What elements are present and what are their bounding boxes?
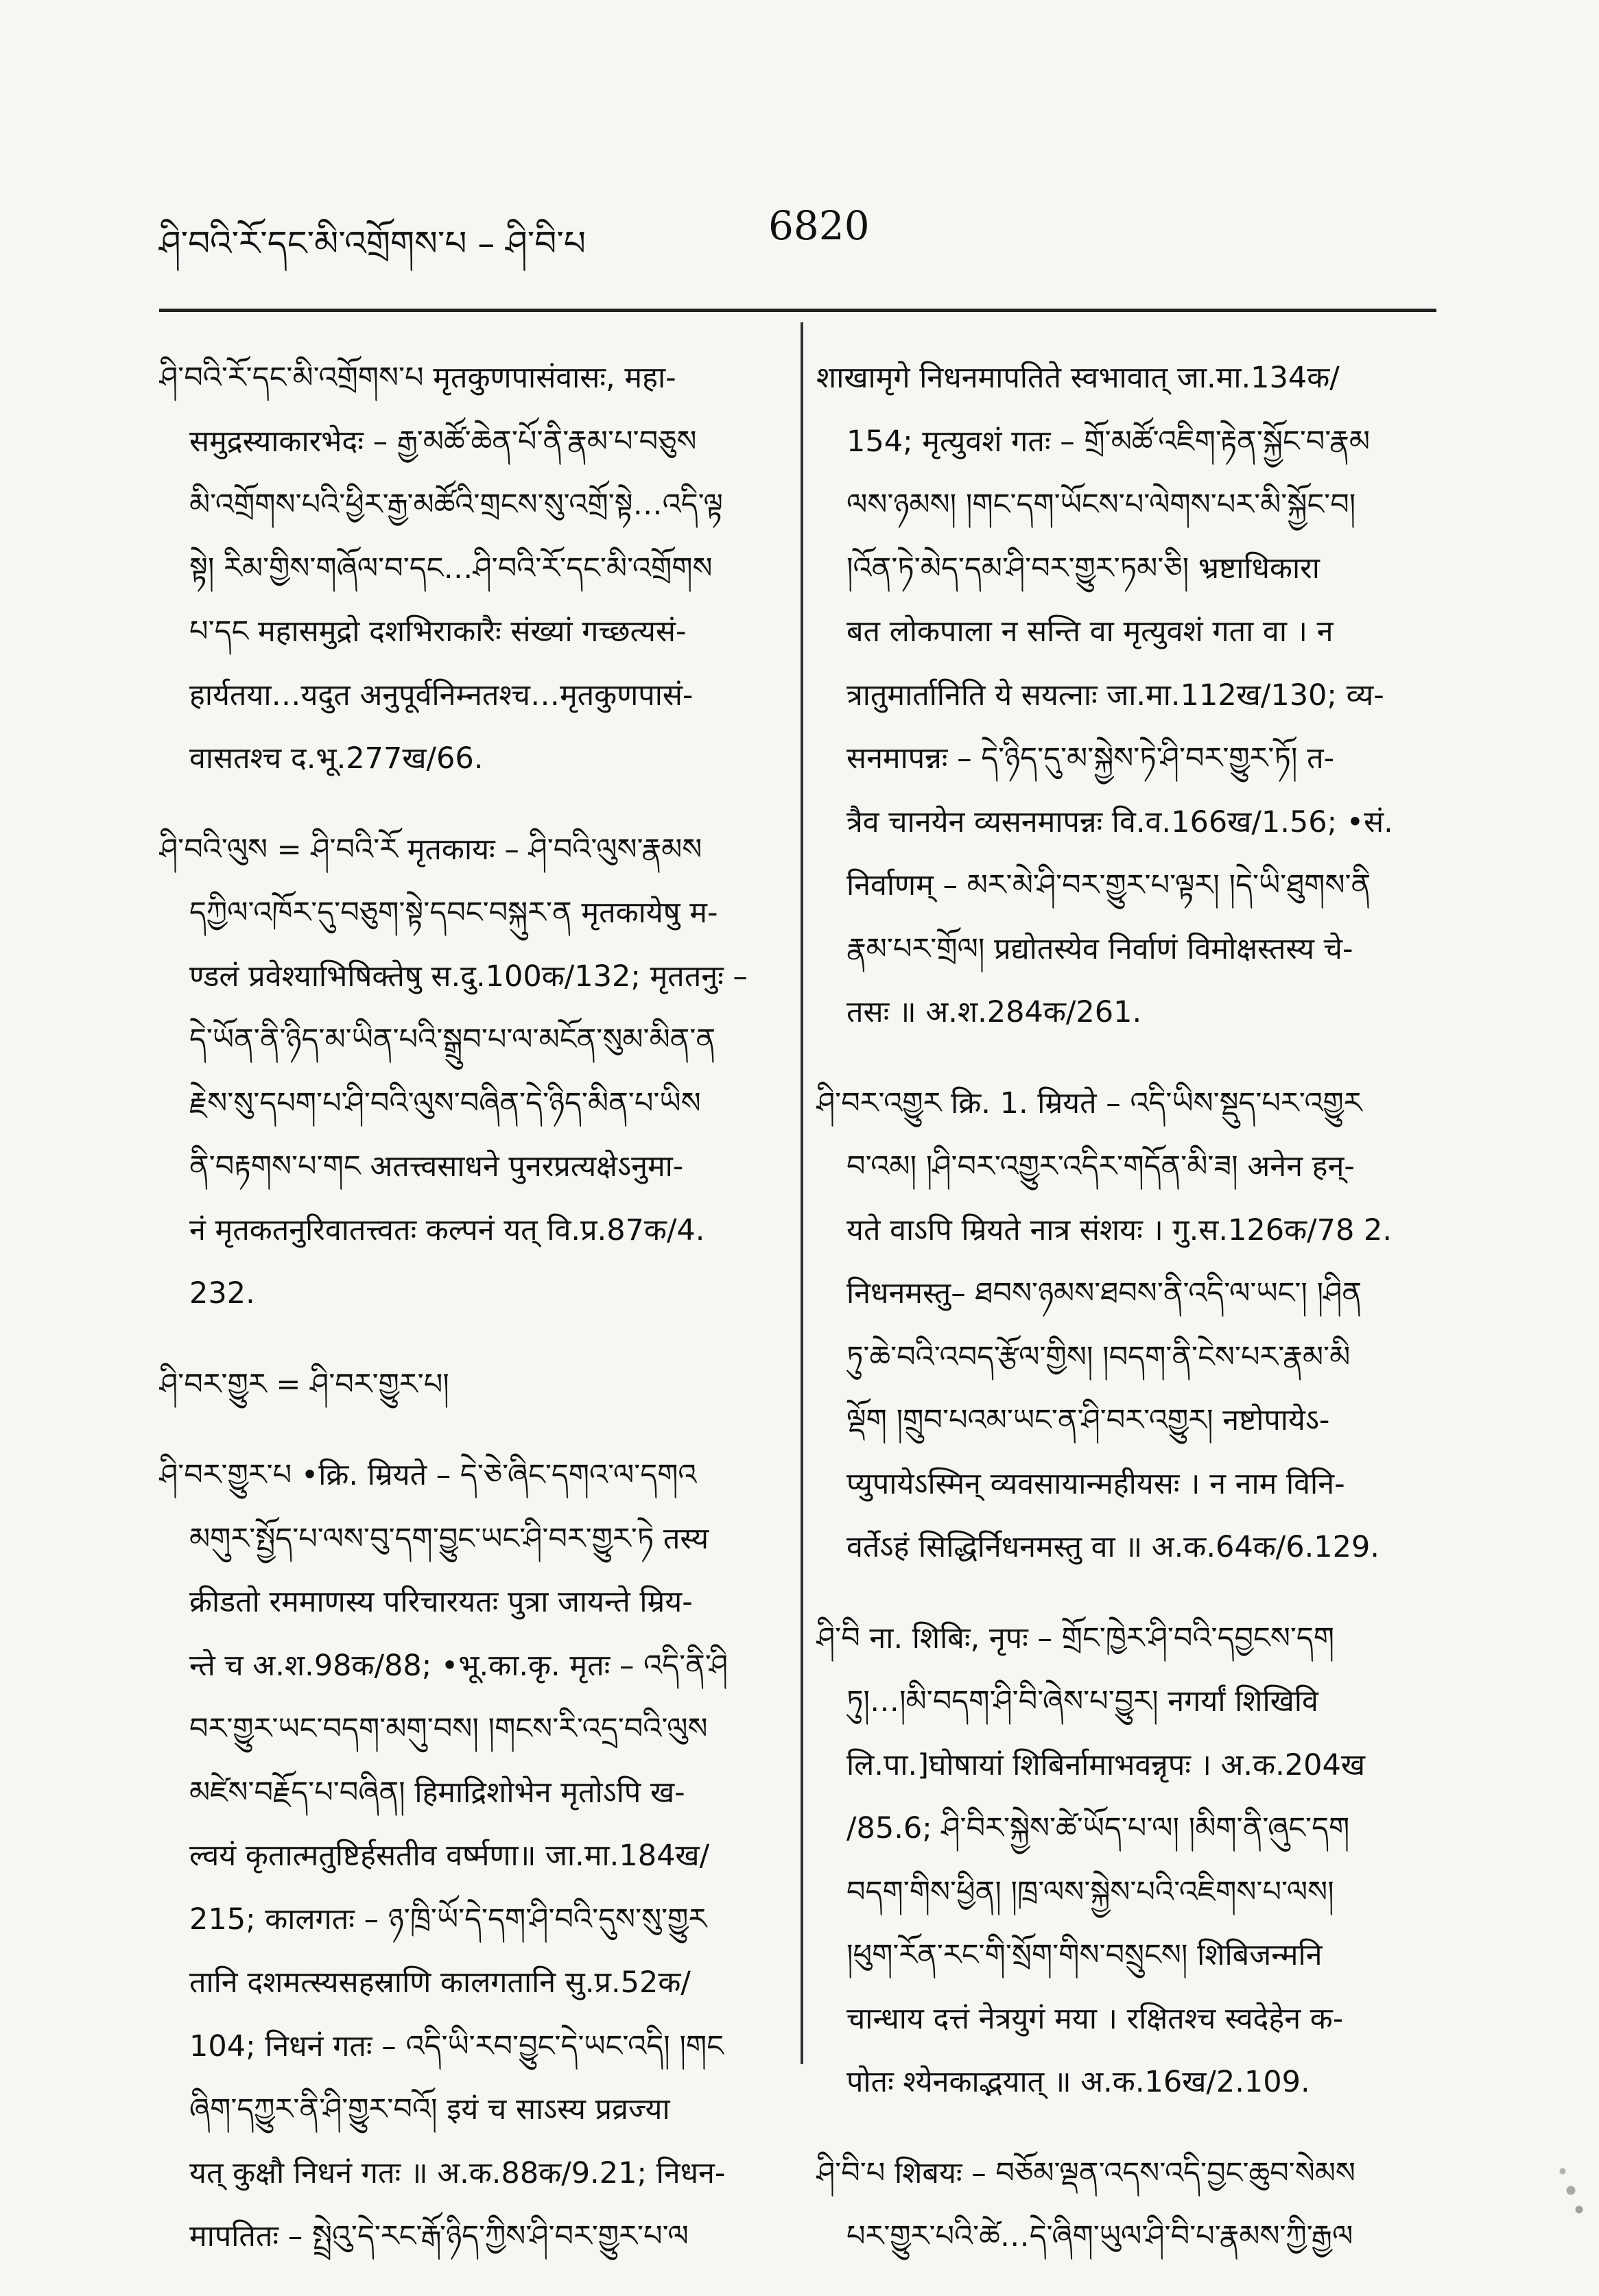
entry-line: लि.पा.]घोषायां शिबिर्नामाभवन्नृपः । अ.क.204ख [846,1747,1366,1782]
dictionary-entry [159,818,773,1326]
dictionary-entry [159,1353,773,1417]
entry-line: རྣམ་པར་གྲོལ། प्रद्योतस्येव निर्वाणं विमोक्षस्तस्य चे- [846,931,1353,966]
entry-line: སྟེ། རིམ་གྱིས་གཞོལ་བ་དང…ཤི་བའི་རོ་དང་མི་འགྲོགས [189,551,713,586]
entry-line: དཀྱིལ་འཁོར་དུ་བཅུག་སྟེ་དབང་བསྐུར་ན मृतकायेषु म- [189,896,718,930]
entry-line: मापतितः – སྤྲེའུ་དེ་རང་རྒོ་ཉིད་ཀྱིས་ཤི་བར་གྱུར་པ་ལ [189,2219,689,2253]
right-column [816,346,1434,2296]
entry-line: प्युपायेऽस्मिन् व्यवसायान्महीयसः । न नाम विनि- [846,1466,1345,1501]
entry-line: वर्तेऽहं सिद्धिर्निधनमस्तु वा ॥ अ.क.64क/6.129. [846,1530,1379,1564]
entry-line: नं मृतकतनुरिवातत्त्वतः कल्पनं यत् वि.प्र.87क/4. [189,1212,705,1247]
entry-headword-line: ཤི་བར་འགྱུར क्रि. 1. म्रियते – འདི་ཡིས་སྡུད་པར་འགྱུར [816,1086,1362,1121]
column-divider [801,322,803,2064]
entry-line: त्रैव चानयेन व्यसनमापन्नः वि.व.166ख/1.56; •सं. [846,804,1393,839]
dictionary-entry [816,1072,1434,1579]
entry-line: ཏུ།…།མི་བདག་ཤི་བི་ཞེས་པ་བྱུར། नगर्यां शिखिवि [846,1684,1318,1719]
entry-line: /85.6; ཤི་བིར་སྐྱེས་ཚེ་ཡོད་པ་ལ། །མིག་ནི་ཞུང་དག [846,1811,1350,1845]
entry-line: चान्धाय दत्तं नेत्रयुगं मया । रक्षितश्च स्वदेहेन क- [846,2001,1344,2036]
entry-line: वासतश्च द.भू.277ख/66. [189,741,484,776]
entry-line: རྗེས་སུ་དཔག་པ་ཤི་བའི་ལུས་བཞིན་དེ་ཉིད་མིན་པ་ཡིས [189,1086,701,1121]
header-rule [159,309,1436,312]
entry-line: ཞིག་དཀྱུར་ནི་ཤི་གྱུར་བའོ། इयं च साऽस्य प्रव्रज्या [189,2092,670,2127]
entry-line: ल्वयं कृतात्मतुष्टिर्हसतीव वर्ष्मणा॥ जा.मा.184ख/ [189,1839,710,1873]
entry-headword-line: ཤི་བར་གྱུར་པ •क्रि. म्रियते – དེ་ཅེ་ཞིང་དགའ་ལ་དགའ [159,1458,697,1492]
entry-headword-line: ཤི་བར་གྱུར = ཤི་བར་གྱུར་པ། [159,1367,449,1402]
entry-line: बत लोकपाला न सन्ति वा मृत्युवशं गता वा । न [846,614,1334,649]
entry-line: མཛེས་བརྗོད་པ་བཞིན། हिमाद्रिशोभेन मृतोऽपि ख- [189,1775,685,1810]
dictionary-entry [159,346,773,791]
entry-headword-line: ཤི་བའི་ལུས = ཤི་བའི་རོ मृतकायः – ཤི་བའི་ལུས་རྣམས [159,832,702,867]
entry-line: तानि दशमत्स्यसहस्राणि कालगतानि सु.प्र.52क/ [189,1965,691,2000]
entry-line: क्रीडतो रममाणस्य परिचारयतः पुत्रा जायन्ते म्रिय- [189,1585,693,1619]
entry-line: निधनमस्तु– ཐབས་ཉམས་ཐབས་ནི་འདི་ལ་ཡང་། །ཤིན [846,1276,1362,1311]
entry-line: དེ་ཡོན་ནི་ཉིད་མ་ཡིན་པའི་སྒྲུབ་པ་ལ་མངོན་སུམ་མིན་ན [189,1023,716,1057]
dictionary-entry [816,1607,1434,2114]
entry-line: त्रातुमार्तानिति ये सयत्नाः जा.मा.112ख/130; व्य- [846,678,1384,713]
entry-line: समुद्रस्याकारभेदः – རྒྱ་མཚོ་ཆེན་པོ་ནི་རྣམ་པ་བཅུས [189,424,697,459]
entry-line: མགུར་སྤྱོད་པ་ལས་བུ་དག་བྱུང་ཡང་ཤི་བར་གྱུར་ཏེ तस्य [189,1521,709,1556]
entry-line: པར་གྱུར་པའི་ཚེ…དེ་ཞིག་ཡུལ་ཤི་བི་པ་རྣམས་ཀྱི་རྒྱལ [846,2219,1353,2253]
entry-line: མི་འགྲོགས་པའི་ཕྱིར་རྒྱ་མཚོའི་གྲངས་སུ་འགྲོ་སྟེ…འདི་ལྟ [189,488,723,522]
entry-line: ནི་བརྟགས་པ་གང अतत्त्वसाधने पुनरप्रत्यक्षेऽनुमा- [189,1149,684,1184]
entry-line: पोतः श्येनकाद्भयात् ॥ अ.क.16ख/2.109. [846,2065,1310,2099]
entry-line: 232. [189,1276,255,1311]
entry-line: ལྡོག །གྲུབ་པའམ་ཡང་ན་ཤི་བར་འགྱུར། नष्टोपायेऽ- [846,1403,1330,1437]
entry-line: ཏུ་ཆེ་བའི་འབད་རྩོལ་གྱིས། །བདག་ནི་ངེས་པར་རྣམ་མི [846,1339,1351,1374]
entry-line: न्ते च अ.श.98क/88; •भू.का.कृ. मृतः – འདི་ནི་ཤི [189,1648,729,1683]
entry-line: सनमापन्नः – དེ་ཉིད་དུ་མ་སྐྱེས་ཏེ་ཤི་བར་གྱུར་ཏོ། त- [846,741,1335,776]
entry-line: བར་གྱུར་ཡང་བདག་མགུ་བས། །གངས་རི་འདྲ་བའི་ལུས [189,1712,708,1746]
entry-headword-line: ཤི་བི་པ शिबयः – བཅོམ་ལྡན་འདས་འདི་བྱང་ཆུབ་སེམས [816,2155,1355,2190]
entry-line: 215; कालगतः – ཉ་ཁྲི་ཡོ་དེ་དག་ཤི་བའི་དུས་སུ་གྱུར [189,1902,707,1937]
entry-line: निर्वाणम् – མར་མེ་ཤི་བར་གྱུར་པ་ལྟར། །དེ་ཡི་ཐུགས་ནི [846,868,1371,902]
entry-line: यते वाऽपि म्रियते नात्र संशयः । गु.स.126क/78 2. [846,1212,1393,1247]
page-number: 6820 [768,202,870,249]
entry-headword-line: शाखामृगे निधनमापतिते स्वभावात् जा.मा.134क/ [816,361,1340,395]
scan-artifact [1550,2133,1591,2229]
entry-line: ण्डलं प्रवेश्याभिषिक्तेषु स.दु.100क/132; मृततनुः – [189,959,748,994]
entry-line: हार्यतया…यदुत अनुपूर्वनिम्नतश्च…मृतकुणपासं- [189,678,694,713]
entry-line: །ཕུག་རོན་རང་གི་སྲོག་གིས་བསྲུངས། शिबिजन्मनि [846,1938,1323,1972]
entry-line: तसः ॥ अ.श.284क/261. [846,995,1142,1029]
entry-line: བདག་གིས་ཕྱིན། །ཁྲ་ལས་སྐྱེས་པའི་འཇིགས་པ་ལས། [846,1874,1334,1909]
left-column [159,346,773,2296]
entry-line: བ་འམ། །ཤི་བར་འགྱུར་འདིར་གདོན་མི་ཟ། अनेन हन्- [846,1149,1355,1184]
dictionary-entry [816,346,1434,1044]
entry-line: 154; मृत्युवशं गतः – གྲོ་མཚོ་འཇིག་རྟེན་སྐྱོང་བ་རྣམ [846,424,1371,459]
dictionary-entry [159,1444,773,2269]
entry-headword-line: ཤི་བའི་རོ་དང་མི་འགྲོགས་པ मृतकुणपासंवासः, महा- [159,361,676,395]
entry-headword-line: ཤི་བི ना. शिबिः, नृपः – གྲོང་ཁྱེར་ཤི་བའི་དབྱངས་དག [816,1621,1335,1655]
entry-line: །འོན་ཏེ་མེད་དམ་ཤི་བར་གྱུར་ཏམ་ཅི། भ्रष्टाधिकारा [846,551,1320,586]
running-head: ཤི་བའི་རོ་དང་མི་འགྲོགས་པ – ཤི་བི་པ [159,224,586,263]
dictionary-entry [816,2142,1434,2269]
entry-line: པ་དང महासमुद्रो दशभिराकारैः संख्यां गच्छत्यसं- [189,614,687,649]
entry-line: यत् कुक्षौ निधनं गतः ॥ अ.क.88क/9.21; निधन- [189,2155,726,2190]
entry-line: 104; निधनं गतः – འདི་ཡི་རབ་བྱུང་དེ་ཡང་འདི། །གང [189,2029,724,2064]
entry-line: ལས་ཉམས། །གང་དག་ཡོངས་པ་ལེགས་པར་མི་སྐྱོང་བ། [846,488,1356,522]
